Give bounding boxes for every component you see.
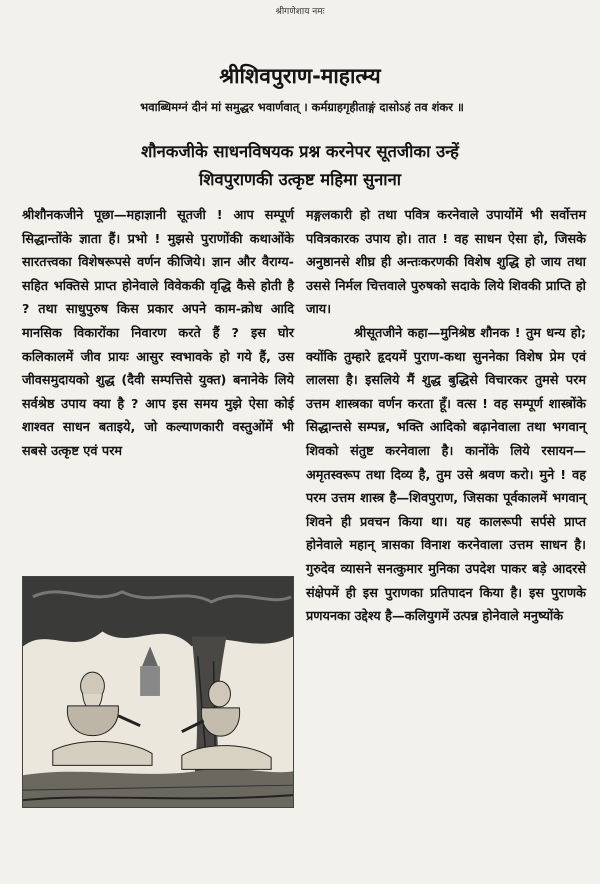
- sages-under-tree-illustration: [22, 576, 294, 808]
- right-paragraph-2: श्रीसूतजीने कहा—मुनिश्रेष्ठ शौनक ! तुम धन्य हो; क्योंकि तुम्हारे हृदयमें पुराण-कथा सुननेका विशेष प्रेम एवं लालसा है। इसलिये मैं शुद्ध बुद्धिसे विचारकर तुमसे परम उत्तम शास्त्रका वर्णन करता हूँ। वत्स ! वह सम्पूर्ण शास्त्रोंके सिद्धान्तसे सम्पन्न, भक्ति आदिको बढ़ानेवाला तथा भगवान् शिवको संतुष्ट करनेवाला है। कानोंके लिये रसायन—अमृतस्वरूप तथा दिव्य है, तुम उसे श्रवण करो। मुने ! वह परम उत्तम शास्त्र है—शिवपुराण, जिसका पूर्वकालमें भगवान् शिवने ही प्रवचन किया था। यह कालरूपी सर्पसे प्राप्त होनेवाले महान् त्रासका विनाश करनेवाला उत्तम साधन है। गुरुदेव व्यासने सनत्कुमार मुनिका उपदेश पाकर बड़े आदरसे संक्षेपमें ही इस पुराणका प्रतिपादन किया है। इस पुराणके प्रणयनका उद्देश्य है—कलियुगमें उत्पन्न होनेवाले मनुष्योंके: [306, 325, 586, 625]
- chapter-heading-line-2: शिवपुराणकी उत्कृष्ट महिमा सुनाना: [198, 170, 402, 189]
- page-header-mark: श्रीगणेशाय नमः: [275, 7, 325, 17]
- right-paragraph-1: मङ्गलकारी हो तथा पवित्र करनेवाले उपायोंमें भी सर्वोत्तम पवित्रकारक उपाय हो। तात ! वह साधन ऐसा हो, जिसके अनुष्ठानसे शीघ्र ही अन्तःकरणकी विशेष शुद्धि हो जाय तथा उससे निर्मल चित्तवाले पुरुषको सदाके लिये शिवकी प्राप्ति हो जाय।: [306, 208, 586, 318]
- page-title: श्रीशिवपुराण-माहात्म्य: [219, 64, 381, 88]
- speaker-shaunaka: श्रीशौनकजीने: [22, 208, 84, 223]
- left-paragraph-1: [22, 204, 294, 464]
- right-column: [306, 204, 586, 629]
- invocation-verse: भवाब्धिमग्नं दीनं मां समुद्धर भवार्णवात् । कर्मग्राहगृहीताङ्गं दासोऽहं तव शंकर ॥: [140, 100, 464, 114]
- chapter-heading-line-1: शौनकजीके साधनविषयक प्रश्न करनेपर सूतजीका उन्हें: [141, 142, 459, 161]
- left-column: [22, 204, 294, 464]
- left-paragraph-1-text: पूछा—महाज्ञानी सूतजी ! आप सम्पूर्ण सिद्धान्तोंके ज्ञाता हैं। प्रभो ! मुझसे पुराणोंकी कथाओंके सारतत्त्वका विशेषरूपसे वर्णन कीजिये। ज्ञान और वैराग्य-सहित भक्तिसे प्राप्त होनेवाले विवेककी वृद्धि कैसे होती है ? तथा साधुपुरुष किस प्रकार अपने काम-क्रोध आदि मानसिक विकारोंका निवारण करते हैं ? इस घोर कलिकालमें जीव प्रायः आसुर स्वभावके हो गये हैं, उस जीवसमुदायको शुद्ध (दैवी सम्पत्तिसे युक्त) बनानेके लिये सर्वश्रेष्ठ उपाय क्या है ? आप इस समय मुझे ऐसा कोई शाश्वत साधन बताइये, जो कल्याणकारी वस्तुओंमें भी सबसे उत्कृष्ट एवं परम: [22, 208, 294, 459]
- illustration-icon: [23, 577, 293, 807]
- chapter-heading: [20, 138, 580, 194]
